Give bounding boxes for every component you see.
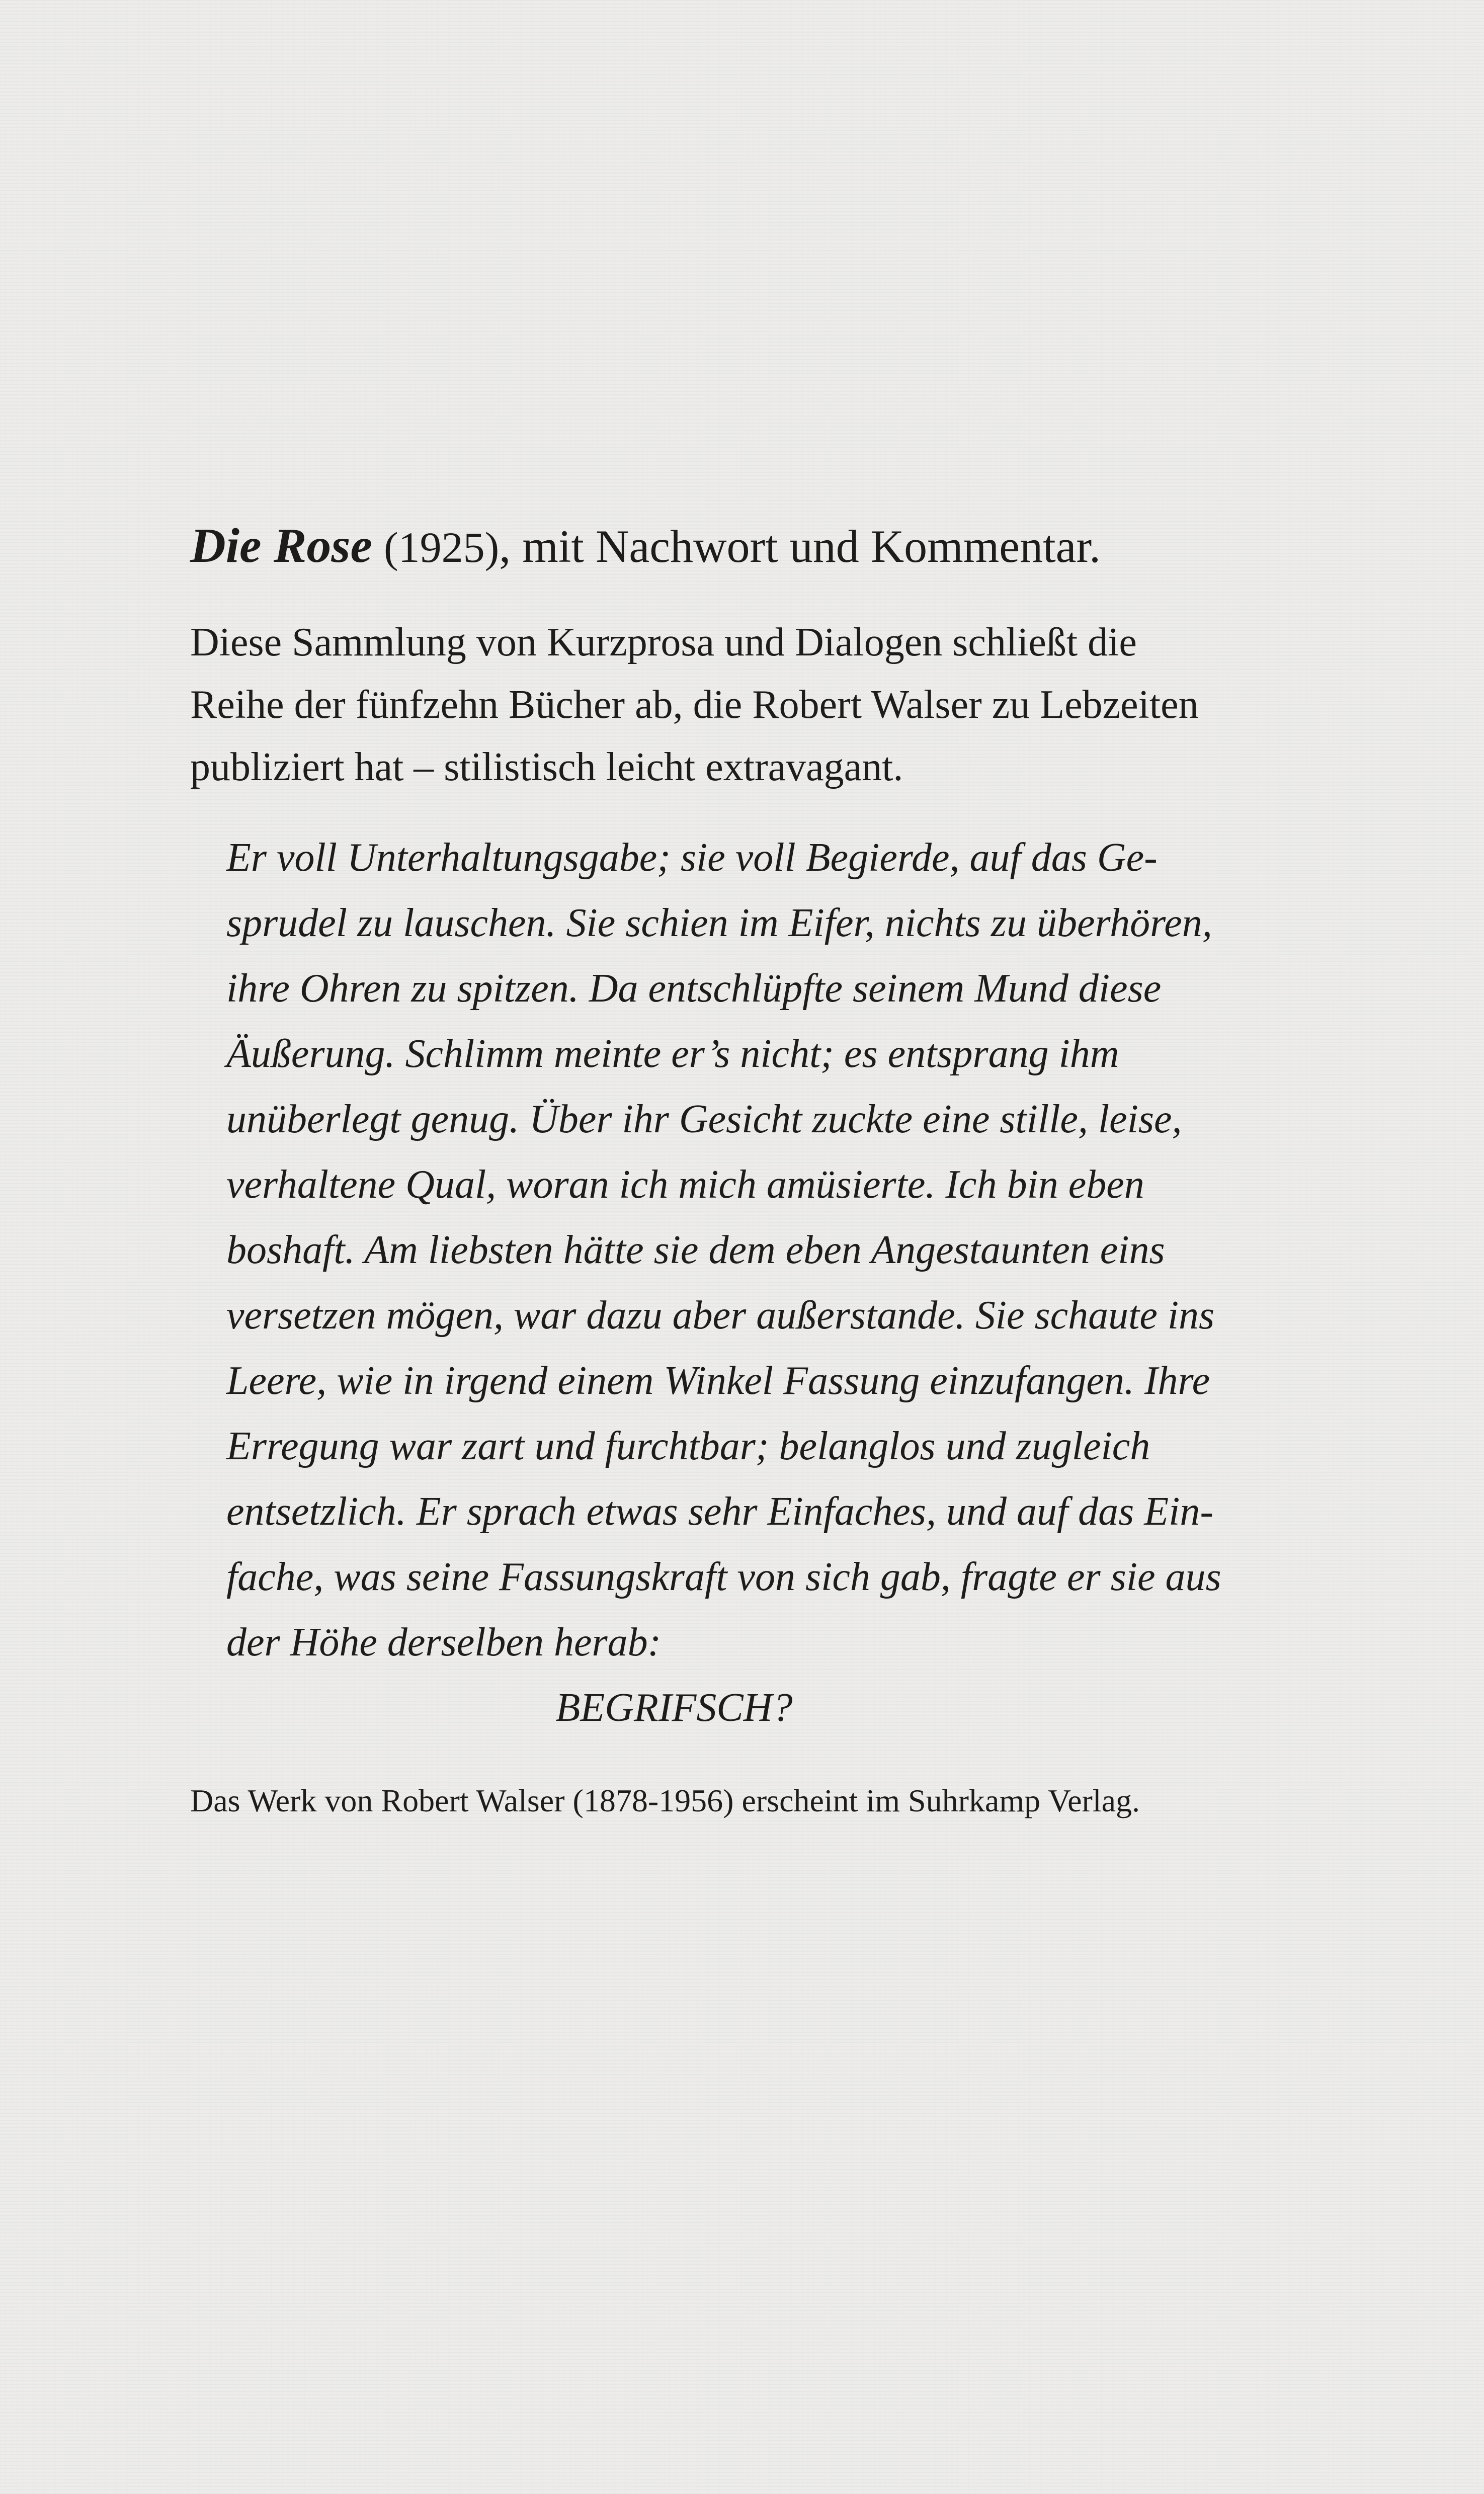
book-title: Die Rose	[190, 519, 372, 573]
excerpt-line: boshaft. Am liebsten hätte sie dem eben Angestaunten eins	[226, 1228, 1165, 1272]
excerpt-line: unüberlegt genug. Über ihr Gesicht zuckte eine stille, leise,	[226, 1097, 1182, 1141]
excerpt-line: verhaltene Qual, woran ich mich amüsierte. Ich bin eben	[226, 1162, 1144, 1207]
intro-paragraph	[190, 611, 1297, 798]
title-description: , mit Nachwort und Kommentar.	[499, 521, 1101, 572]
publication-year: (1925)	[384, 523, 500, 571]
intro-line: Reihe der fünfzehn Bücher ab, die Robert Walser zu Lebzeiten	[190, 683, 1199, 727]
intro-line: publiziert hat – stilistisch leicht extravagant.	[190, 745, 903, 789]
excerpt-line: entsetzlich. Er sprach etwas sehr Einfaches, und auf das Ein-	[226, 1489, 1214, 1534]
excerpt-quote	[226, 825, 1308, 1740]
excerpt-line: fache, was seine Fassungskraft von sich gab, fragte er sie aus	[226, 1555, 1221, 1599]
excerpt-line: ihre Ohren zu spitzen. Da entschlüpfte seinem Mund diese	[226, 966, 1162, 1011]
excerpt-line: Leere, wie in irgend einem Winkel Fassung einzufangen. Ihre	[226, 1359, 1210, 1403]
excerpt-closing-line: BEGRIFSCH?	[555, 1686, 793, 1730]
book-title-line	[190, 513, 1307, 580]
excerpt-line: versetzen mögen, war dazu aber außerstande. Sie schaute ins	[226, 1293, 1215, 1338]
publisher-note: Das Werk von Robert Walser (1878-1956) erscheint im Suhrkamp Verlag.	[190, 1783, 1140, 1818]
excerpt-line: Äußerung. Schlimm meinte er’s nicht; es entsprang ihm	[226, 1032, 1119, 1076]
excerpt-line: Erregung war zart und furchtbar; belanglos und zugleich	[226, 1424, 1150, 1468]
excerpt-line: sprudel zu lauschen. Sie schien im Eifer, nichts zu überhören,	[226, 901, 1212, 945]
excerpt-line: Er voll Unterhaltungsgabe; sie voll Begierde, auf das Ge-	[226, 836, 1158, 880]
excerpt-line: der Höhe derselben herab:	[226, 1620, 662, 1665]
intro-line: Diese Sammlung von Kurzprosa und Dialogen schließt die	[190, 620, 1137, 664]
